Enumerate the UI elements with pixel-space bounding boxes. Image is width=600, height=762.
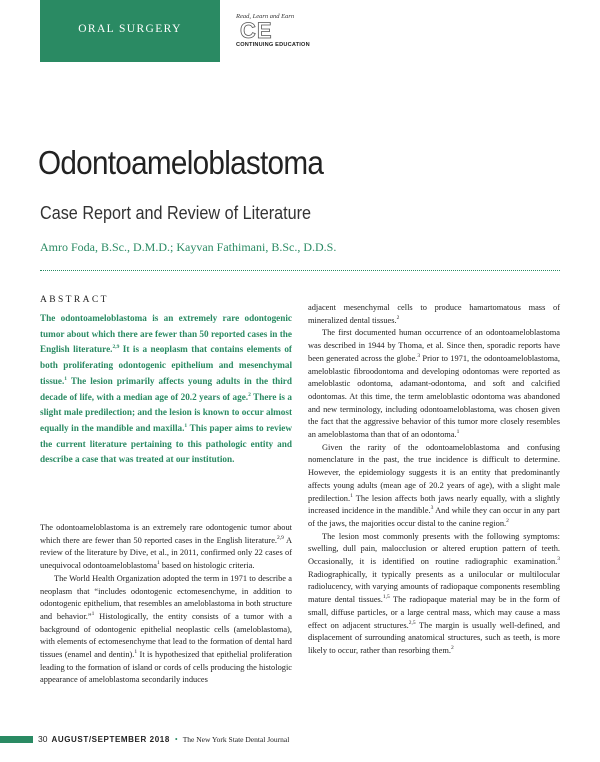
reference-marker: 3 <box>417 353 421 360</box>
issue-date: AUGUST/SEPTEMBER 2018 <box>51 735 170 744</box>
footer-accent-bar <box>0 736 33 743</box>
body-text: The margin is usually well-defined, and displacement of surrounding anatomical structures, such as teeth, is more likely to occur, rather than resorbing them. <box>308 620 560 655</box>
body-column-left <box>40 522 292 687</box>
body-text: based on histologic criteria. <box>159 561 255 571</box>
body-paragraph <box>40 573 292 687</box>
ce-mark: CE <box>240 18 273 43</box>
body-paragraph <box>308 327 560 441</box>
body-text: adjacent mesenchymal cells to produce hamartomatous mass of mineralized dental tissues. <box>308 303 560 325</box>
article-authors: Amro Foda, B.Sc., D.M.D.; Kayvan Fathimani, B.Sc., D.D.S. <box>40 240 337 254</box>
body-column-right <box>308 302 560 658</box>
body-paragraph <box>308 302 560 327</box>
article-title: Odontoameloblastoma <box>38 144 324 181</box>
reference-marker: 2 <box>396 314 400 321</box>
body-text: The radiopaque material may be in the form of small, diffuse particles, or a large central mass, which may cause a mass effect on adjacent structures. <box>308 595 560 630</box>
reference-marker: 2 <box>450 645 454 652</box>
abstract-sentence: There is a slight male predilection; and the lesion is known to occur almost equally in the mandible and maxilla. <box>40 391 292 433</box>
ce-tagline: Read, Learn and Earn <box>236 13 295 20</box>
abstract-sentence: The odontoameloblastoma is an extremely rare odontogenic tumor about which there are fewer than 50 reported cases in the English literature. <box>40 313 292 355</box>
section-label: ORAL SURGERY <box>78 23 182 35</box>
reference-marker: 3 <box>557 556 560 563</box>
abstract-heading: ABSTRACT <box>40 295 109 305</box>
ce-subtitle: CONTINUING EDUCATION <box>236 42 310 48</box>
abstract-sentence: The lesion primarily affects young adults in the third decade of life, with a median age of 20.2 years of age. <box>40 375 292 402</box>
body-text: The lesion affects both jaws nearly equally, with a slightly increased incidence in the mandible. <box>308 493 560 516</box>
body-text: A review of the literature by Dive, et al., in 2011, confirmed only 22 cases of unequivocal odontoameloblastoma <box>40 535 292 571</box>
body-text: The first documented human occurrence of an odontoameloblastoma was described in 1944 by Thoma, et al. Since then, sporadic reports have been generated across the globe. <box>308 328 560 363</box>
body-paragraph <box>308 442 560 531</box>
reference-marker: 1 <box>350 492 353 499</box>
page-number: 30 <box>38 734 48 744</box>
reference-marker: 1 <box>64 375 67 382</box>
body-text: Radiographically, it typically presents as a unilocular or multilocular radiolucency, with varying amounts of radiopaque components resembling mature dental tissues. <box>308 569 560 605</box>
body-paragraph <box>308 531 560 658</box>
body-text: It is hypothesized that epithelial proliferation leading to the formation of island or cords of cells producing the histologic appearance of ameloblastoma secondarily induces <box>40 650 292 685</box>
article-subtitle: Case Report and Review of Literature <box>40 203 312 223</box>
divider <box>40 270 560 271</box>
reference-marker: 2,5 <box>408 619 416 626</box>
reference-marker: 2 <box>248 391 251 398</box>
body-paragraph <box>40 522 292 573</box>
reference-marker: 2 <box>506 518 509 525</box>
reference-marker: 1 <box>134 649 138 656</box>
ce-logo <box>236 13 310 49</box>
reference-marker: 3 <box>430 505 434 512</box>
abstract-sentence: This paper aims to review the current literature pertaining to this pathologic entity and describe a case that was treated at our institution. <box>40 422 292 465</box>
reference-marker: 2,9 <box>112 344 120 351</box>
footer-separator: • <box>174 735 178 744</box>
body-text: The World Health Organization adopted the term in 1971 to describe a neoplasm that “includes odontogenic ectomesenchyme, in addition to odontogenic epithelium, that resembles an ameloblastoma in both structure and behavior.” <box>40 573 292 621</box>
abstract-text <box>40 311 292 468</box>
reference-marker: 2,9 <box>277 534 284 541</box>
body-text: Given the rarity of the odontoameloblastoma and confusing nomenclature in the past, the true incidence is difficult to determine. However, the epidemiology suggests it is an entity that predominantly affects young adults (mean age of 20.2 years of age), with a slight male predilection. <box>308 442 560 503</box>
body-text: And while they can occur in any part of the jaws, the majorities occur distal to the canine region. <box>308 506 560 528</box>
reference-marker: 1,5 <box>382 594 390 601</box>
abstract-sentence: It is a neoplasm that contains elements of both proliferating odontogenic epithelium and mesenchymal tissue. <box>40 344 292 386</box>
reference-marker: 1 <box>456 429 460 436</box>
journal-name: The New York State Dental Journal <box>182 735 290 744</box>
reference-marker: 1 <box>157 560 160 567</box>
body-text: Histologically, the entity consists of a tumor with a background of odontogenic epithelial neoplastic cells (ameloblastoma), with elements of ectomesenchyme that lead to the formation of dental hard tissues (enamel and dentin). <box>40 611 292 660</box>
body-text: The lesion most commonly presents with the following symptoms: swelling, dull pain, malocclusion or altered eruption pattern of teeth. Occasionally, it is identified on routine radiographic examination. <box>308 531 560 567</box>
section-tab <box>40 0 220 62</box>
body-text: Prior to 1971, the odontoameloblastoma, ameloblastic fibroodontoma and developing odontomas were reported as ameloblastic odontoma, adamant-odontoma, and soft and calcified odontomas. At this time, the term ameloblastic odontoma was abandoned and new terminology, including odontoameloblastoma, was chosen given the fact that the aggressive behavior of this tumor more closely resembles an ameloblastoma than that of an odontoma. <box>308 353 560 440</box>
reference-marker: 1 <box>91 611 95 618</box>
page-footer <box>38 734 289 744</box>
body-text: The odontoameloblastoma is an extremely rare odontogenic tumor about which there are fewer than 50 reported cases in the English literature. <box>40 523 292 545</box>
reference-marker: 1 <box>184 422 188 429</box>
